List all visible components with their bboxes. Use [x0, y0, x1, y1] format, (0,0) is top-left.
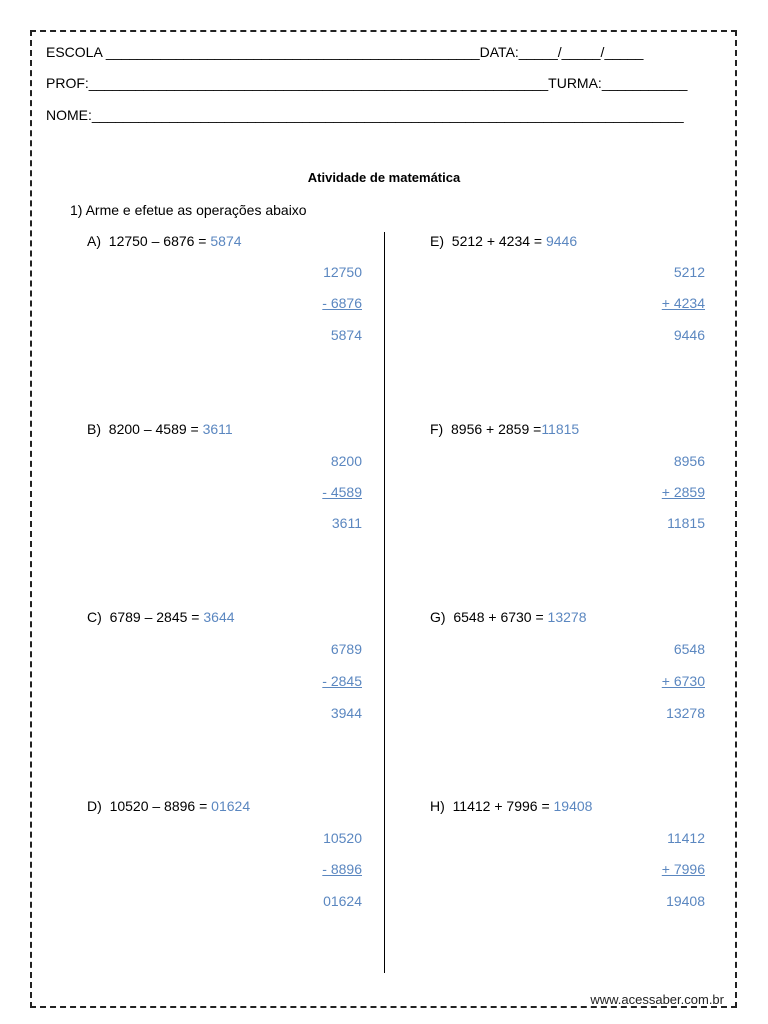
- prof-line: PROF:___________________________________________________________TURMA:___________: [46, 75, 688, 91]
- problem-f: [430, 421, 579, 437]
- operand-bottom: - 2845: [322, 673, 362, 689]
- problem-expression: 12750 – 6876 =: [108, 233, 207, 249]
- operand-top: 10520: [323, 830, 362, 846]
- operand-bottom: + 2859: [661, 484, 705, 500]
- problem-letter: G): [430, 609, 446, 625]
- operand-bottom: - 6876: [322, 295, 362, 311]
- operand-top: 6548: [673, 641, 705, 657]
- problem-letter: A): [87, 233, 101, 249]
- operand-top: 11412: [667, 830, 705, 846]
- problem-e: [430, 233, 577, 249]
- operand-top: 5212: [673, 264, 705, 280]
- escola-line: ESCOLA ________________________________________________DATA:_____/_____/_____: [46, 44, 644, 60]
- problem-b: [87, 421, 233, 437]
- problem-d: [87, 798, 250, 814]
- operation-result: 3611: [331, 515, 362, 531]
- problem-expression: 6548 + 6730 =: [453, 609, 544, 625]
- page-title: Atividade de matemática: [307, 170, 461, 185]
- footer-url: www.acessaber.com.br: [590, 992, 724, 1007]
- problem-letter: E): [430, 233, 444, 249]
- problem-letter: C): [87, 609, 102, 625]
- operation-result: 11815: [667, 515, 705, 531]
- operand-bottom: + 4234: [661, 295, 705, 311]
- problem-expression: 5212 + 4234 =: [451, 233, 543, 249]
- operand-bottom: - 4589: [322, 484, 362, 500]
- operand-top: 8956: [673, 453, 705, 469]
- problem-answer: 5874: [210, 233, 242, 249]
- instruction: 1) Arme e efetue as operações abaixo: [70, 202, 307, 218]
- operation-result: 5874: [330, 327, 362, 343]
- problem-expression: 11412 + 7996 =: [452, 798, 550, 814]
- operation-result: 01624: [323, 893, 362, 909]
- operation-result: 13278: [666, 705, 705, 721]
- problem-answer: 3644: [203, 609, 235, 625]
- operand-top: 8200: [330, 453, 362, 469]
- problem-expression: 6789 – 2845 =: [109, 609, 200, 625]
- problem-answer: 19408: [553, 798, 593, 814]
- column-divider: [384, 232, 385, 973]
- problem-letter: D): [87, 798, 102, 814]
- problem-answer: 3611: [202, 421, 233, 437]
- problem-answer: 11815: [541, 421, 580, 437]
- problem-letter: F): [430, 421, 444, 437]
- operand-top: 6789: [330, 641, 362, 657]
- problem-expression: 8956 + 2859 =: [451, 421, 542, 437]
- operand-bottom: - 8896: [322, 861, 362, 877]
- problem-expression: 8200 – 4589 =: [108, 421, 199, 437]
- problem-letter: B): [87, 421, 101, 437]
- operation-result: 19408: [666, 893, 705, 909]
- operation-result: 9446: [673, 327, 705, 343]
- problem-c: [87, 609, 235, 625]
- operation-result: 3944: [330, 705, 362, 721]
- operand-bottom: + 7996: [661, 861, 705, 877]
- problem-answer: 9446: [545, 233, 578, 249]
- problem-g: [430, 609, 586, 625]
- operand-top: 12750: [323, 264, 362, 280]
- nome-line: NOME:____________________________________________________________________________: [46, 107, 684, 123]
- problem-a: [87, 233, 242, 249]
- problem-letter: H): [430, 798, 445, 814]
- problem-h: [430, 798, 592, 814]
- problem-answer: 01624: [211, 798, 251, 814]
- operand-bottom: + 6730: [661, 673, 705, 689]
- problem-answer: 13278: [547, 609, 587, 625]
- problem-expression: 10520 – 8896 =: [109, 798, 208, 814]
